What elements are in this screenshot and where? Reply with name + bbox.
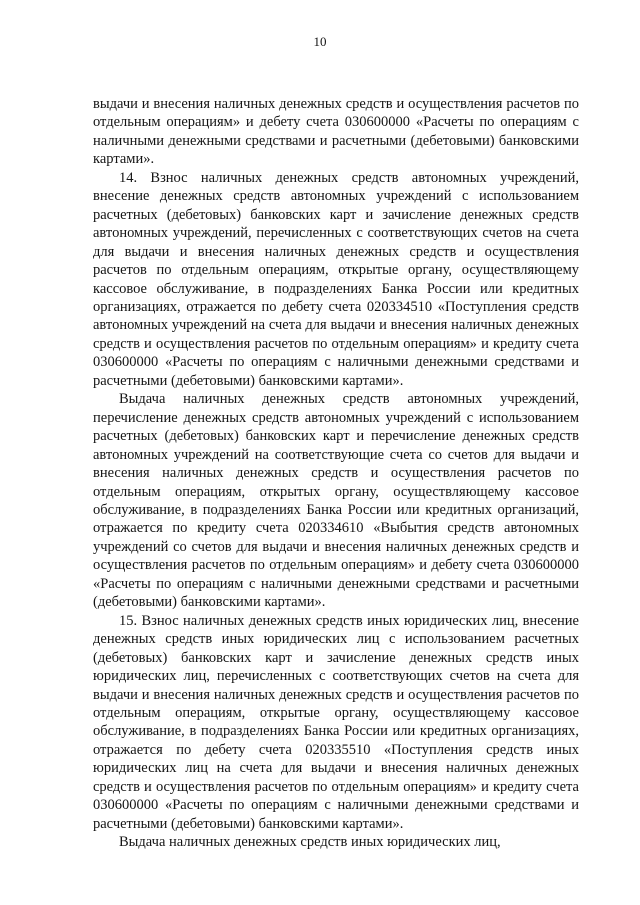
paragraph-item-15: 15. Взнос наличных денежных средств иных юридических лиц, внесение денежных средств иных юридических лиц с использованием расчетных (дебетовых) банковских карт и зачисление денежных средств иных юридических лиц, перечисленных с соответствующих счетов на счета для выдачи и внесения наличных денежных средств и осуществления расчетов по отдельным операциям, открытые органу, осуществляющему кассовое обслуживание, в подразделениях Банка России или кредитных организациях, отражается по дебету счета 020335510 «Поступления средств иных юридических лиц на счета для выдачи и внесения наличных денежных средств и осуществления расчетов по отдельным операциям» и кредиту счета 030600000 «Расчеты по операциям с наличными денежными средствами и расчетными (дебетовыми) банковскими картами».: [93, 612, 579, 832]
paragraph-item-14: 14. Взнос наличных денежных средств автономных учреждений, внесение денежных средств автономных учреждений с использованием расчетных (дебетовых) банковских карт и зачисление денежных средств автономных учреждений, перечисленных с соответствующих счетов на счета для выдачи и внесения наличных денежных средств и осуществления расчетов по отдельным операциям, открытые органу, осуществляющему кассовое обслуживание, в подразделениях Банка России или кредитных организациях, отражается по дебету счета 020334510 «Поступления средств автономных учреждений на счета для выдачи и внесения наличных денежных средств и осуществления расчетов по отдельным операциям» и кредиту счета 030600000 «Расчеты по операциям с наличными денежными средствами и расчетными (дебетовыми) банковскими картами».: [93, 169, 579, 389]
paragraph-withdrawal-autonomous: Выдача наличных денежных средств автономных учреждений, перечисление денежных средств автономных учреждений с использованием расчетных (дебетовых) банковских карт и перечисление денежных средств автономных учреждений на соответствующие счета со счетов для выдачи и внесения наличных денежных средств и осуществления расчетов по отдельным операциям, открытых органу, осуществляющему кассовое обслуживание, в подразделениях Банка России или кредитных организаций, отражается по кредиту счета 020334610 «Выбытия средств автономных учреждений со счетов для выдачи и внесения наличных денежных средств и осуществления расчетов по отдельным операциям» и дебету счета 030600000 «Расчеты по операциям с наличными денежными средствами и расчетными (дебетовыми) банковскими картами».: [93, 391, 579, 611]
page-number: 10: [313, 34, 327, 49]
paragraph-continuation: выдачи и внесения наличных денежных средств и осуществления расчетов по отдельным операциям» и дебету счета 030600000 «Расчеты по операциям с наличными денежными средствами и расчетными (дебетовыми) банковскими картами».: [93, 96, 579, 168]
document-body: [93, 95, 579, 852]
paragraph-withdrawal-legal-entities: Выдача наличных денежных средств иных юридических лиц,: [119, 834, 501, 851]
